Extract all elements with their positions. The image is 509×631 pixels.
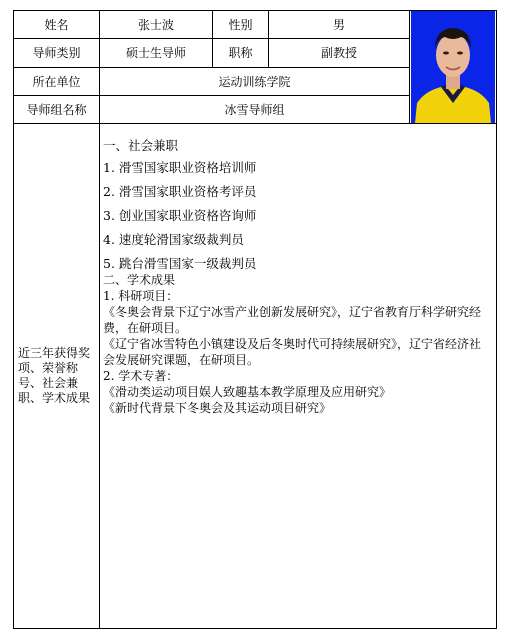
portrait-photo bbox=[411, 11, 495, 123]
research-project-item: 《辽宁省冰雪特色小镇建设及后冬奥时代可持续展研究》，辽宁省经济社会发展研究课题，在研项目。 bbox=[103, 337, 482, 367]
achievements-label: 近三年获得奖项、荣誉称号、社会兼职、学术成果 bbox=[14, 124, 100, 629]
gender-label: 性别 bbox=[213, 11, 269, 39]
gender-value: 男 bbox=[269, 11, 410, 39]
research-project-item: 《冬奥会背景下辽宁冰雪产业创新发展研究》，辽宁省教育厅科学研究经费，在研项目。 bbox=[103, 305, 482, 335]
monographs-title: 2. 学术专著： bbox=[103, 369, 179, 383]
monograph-item: 《滑动类运动项目娱人致趣基本教学原理及应用研究》 bbox=[103, 385, 392, 399]
section-academic-title: 二、学术成果 bbox=[103, 273, 176, 287]
research-projects-title: 1. 科研项目： bbox=[103, 289, 179, 303]
social-posts-list bbox=[103, 160, 488, 272]
title-label: 职称 bbox=[213, 39, 269, 67]
title-value: 副教授 bbox=[269, 39, 410, 67]
row-achievements bbox=[14, 124, 497, 629]
social-post-item: 2. 滑雪国家职业资格考评员 bbox=[103, 184, 257, 199]
photo-cell bbox=[410, 11, 497, 124]
achievements-content bbox=[100, 124, 497, 629]
social-post-item: 1. 滑雪国家职业资格培训师 bbox=[103, 160, 257, 175]
group-value: 冰雪导师组 bbox=[100, 95, 410, 123]
profile-table bbox=[13, 10, 497, 629]
monograph-item: 《新时代背景下冬奥会及其运动项目研究》 bbox=[103, 401, 332, 415]
name-label: 姓名 bbox=[14, 11, 100, 39]
unit-label: 所在单位 bbox=[14, 67, 100, 95]
section-academic bbox=[103, 272, 488, 416]
name-value: 张士波 bbox=[100, 11, 213, 39]
section-social-posts-title: 一、社会兼职 bbox=[103, 138, 179, 153]
row-name bbox=[14, 11, 497, 39]
photo-eye-right bbox=[457, 52, 463, 55]
social-post-item: 5. 跳台滑雪国家一级裁判员 bbox=[103, 256, 257, 271]
supervisor-type-label: 导师类别 bbox=[14, 39, 100, 67]
photo-face bbox=[436, 33, 470, 77]
unit-value: 运动训练学院 bbox=[100, 67, 410, 95]
photo-eye-left bbox=[443, 52, 449, 55]
group-label: 导师组名称 bbox=[14, 95, 100, 123]
supervisor-type-value: 硕士生导师 bbox=[100, 39, 213, 67]
social-post-item: 4. 速度轮滑国家级裁判员 bbox=[103, 232, 244, 247]
social-post-item: 3. 创业国家职业资格咨询师 bbox=[103, 208, 257, 223]
